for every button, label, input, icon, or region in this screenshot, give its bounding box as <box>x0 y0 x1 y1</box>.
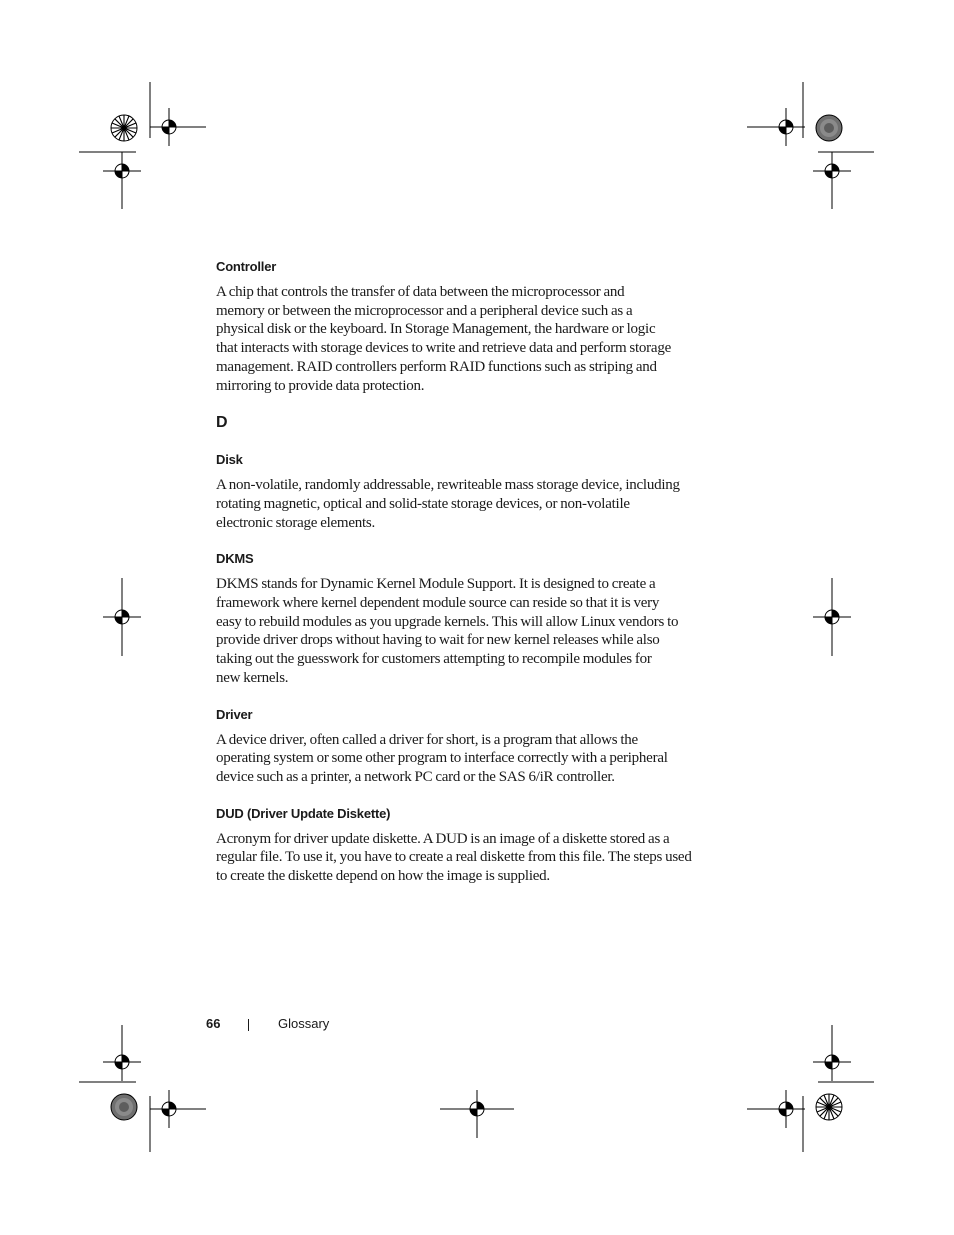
definition-line: rotating magnetic, optical and solid-state storage devices, or non-volatile <box>216 495 630 512</box>
definition-line: A device driver, often called a driver for short, is a program that allows the <box>216 731 638 748</box>
definition-line: A non-volatile, randomly addressable, rewriteable mass storage device, including <box>216 477 680 494</box>
definition-line: management. RAID controllers perform RAID functions such as striping and <box>216 358 657 375</box>
halftone-target-icon <box>110 1093 138 1121</box>
definition-line: Acronym for driver update diskette. A DUD is an image of a diskette stored as a <box>216 830 670 847</box>
definition-line: A chip that controls the transfer of data between the microprocessor and <box>216 284 625 300</box>
definition-line: framework where kernel dependent module source can reside so that it is very <box>216 595 660 612</box>
definition-line: mirroring to provide data protection. <box>216 377 425 394</box>
crosshair-extension <box>103 1025 141 1085</box>
definition-line: that interacts with storage devices to write and retrieve data and perform storage <box>216 340 671 357</box>
definition-line: provide driver drops without having to wait for new kernel releases while also <box>216 632 660 649</box>
definition-line: easy to rebuild modules as you upgrade kernels. This will allow Linux vendors to <box>216 613 679 630</box>
crosshair-extension <box>813 578 851 658</box>
term-controller: Controller <box>216 259 277 274</box>
crosshair-extension <box>747 1090 787 1128</box>
term-dkms: DKMS <box>216 551 254 567</box>
definition-line: electronic storage elements. <box>216 514 376 531</box>
term-dud: DUD (Driver Update Diskette) <box>216 805 391 821</box>
term-disk: Disk <box>216 452 243 468</box>
definition-line: memory or between the microprocessor and a peripheral device such as a <box>216 302 633 319</box>
definition-line: physical disk or the keyboard. In Storage Management, the hardware or logic <box>216 321 656 338</box>
crosshair-extension <box>168 1090 208 1128</box>
term-driver: Driver <box>216 706 253 722</box>
crosshair-extension <box>813 1025 851 1085</box>
definition-line: operating system or some other program to interface correctly with a peripheral <box>216 750 668 767</box>
definition-line: device such as a printer, a network PC card or the SAS 6/iR controller. <box>216 768 615 785</box>
definition-line: DKMS stands for Dynamic Kernel Module Support. It is designed to create a <box>216 576 656 593</box>
crosshair-extension <box>747 108 787 146</box>
definition-line: to create the diskette depend on how the image is supplied. <box>216 868 550 885</box>
crosshair-extension <box>103 578 141 658</box>
page-number: 66 <box>206 1016 221 1031</box>
halftone-target-icon <box>815 114 843 142</box>
crosshair-extension <box>103 175 141 209</box>
crosshair-extension <box>440 1090 514 1140</box>
crosshair-extension <box>813 175 851 209</box>
starburst-icon <box>110 114 138 142</box>
section-letter: D <box>216 414 228 432</box>
definition-line: regular file. To use it, you have to create a real diskette from this file. The steps used <box>216 849 692 866</box>
starburst-icon <box>815 1093 843 1121</box>
definition-line: new kernels. <box>216 669 289 686</box>
definition-line: taking out the guesswork for customers attempting to recompile modules for <box>216 651 652 668</box>
crosshair-extension <box>168 108 208 146</box>
footer-section-title: Glossary <box>278 1016 330 1031</box>
